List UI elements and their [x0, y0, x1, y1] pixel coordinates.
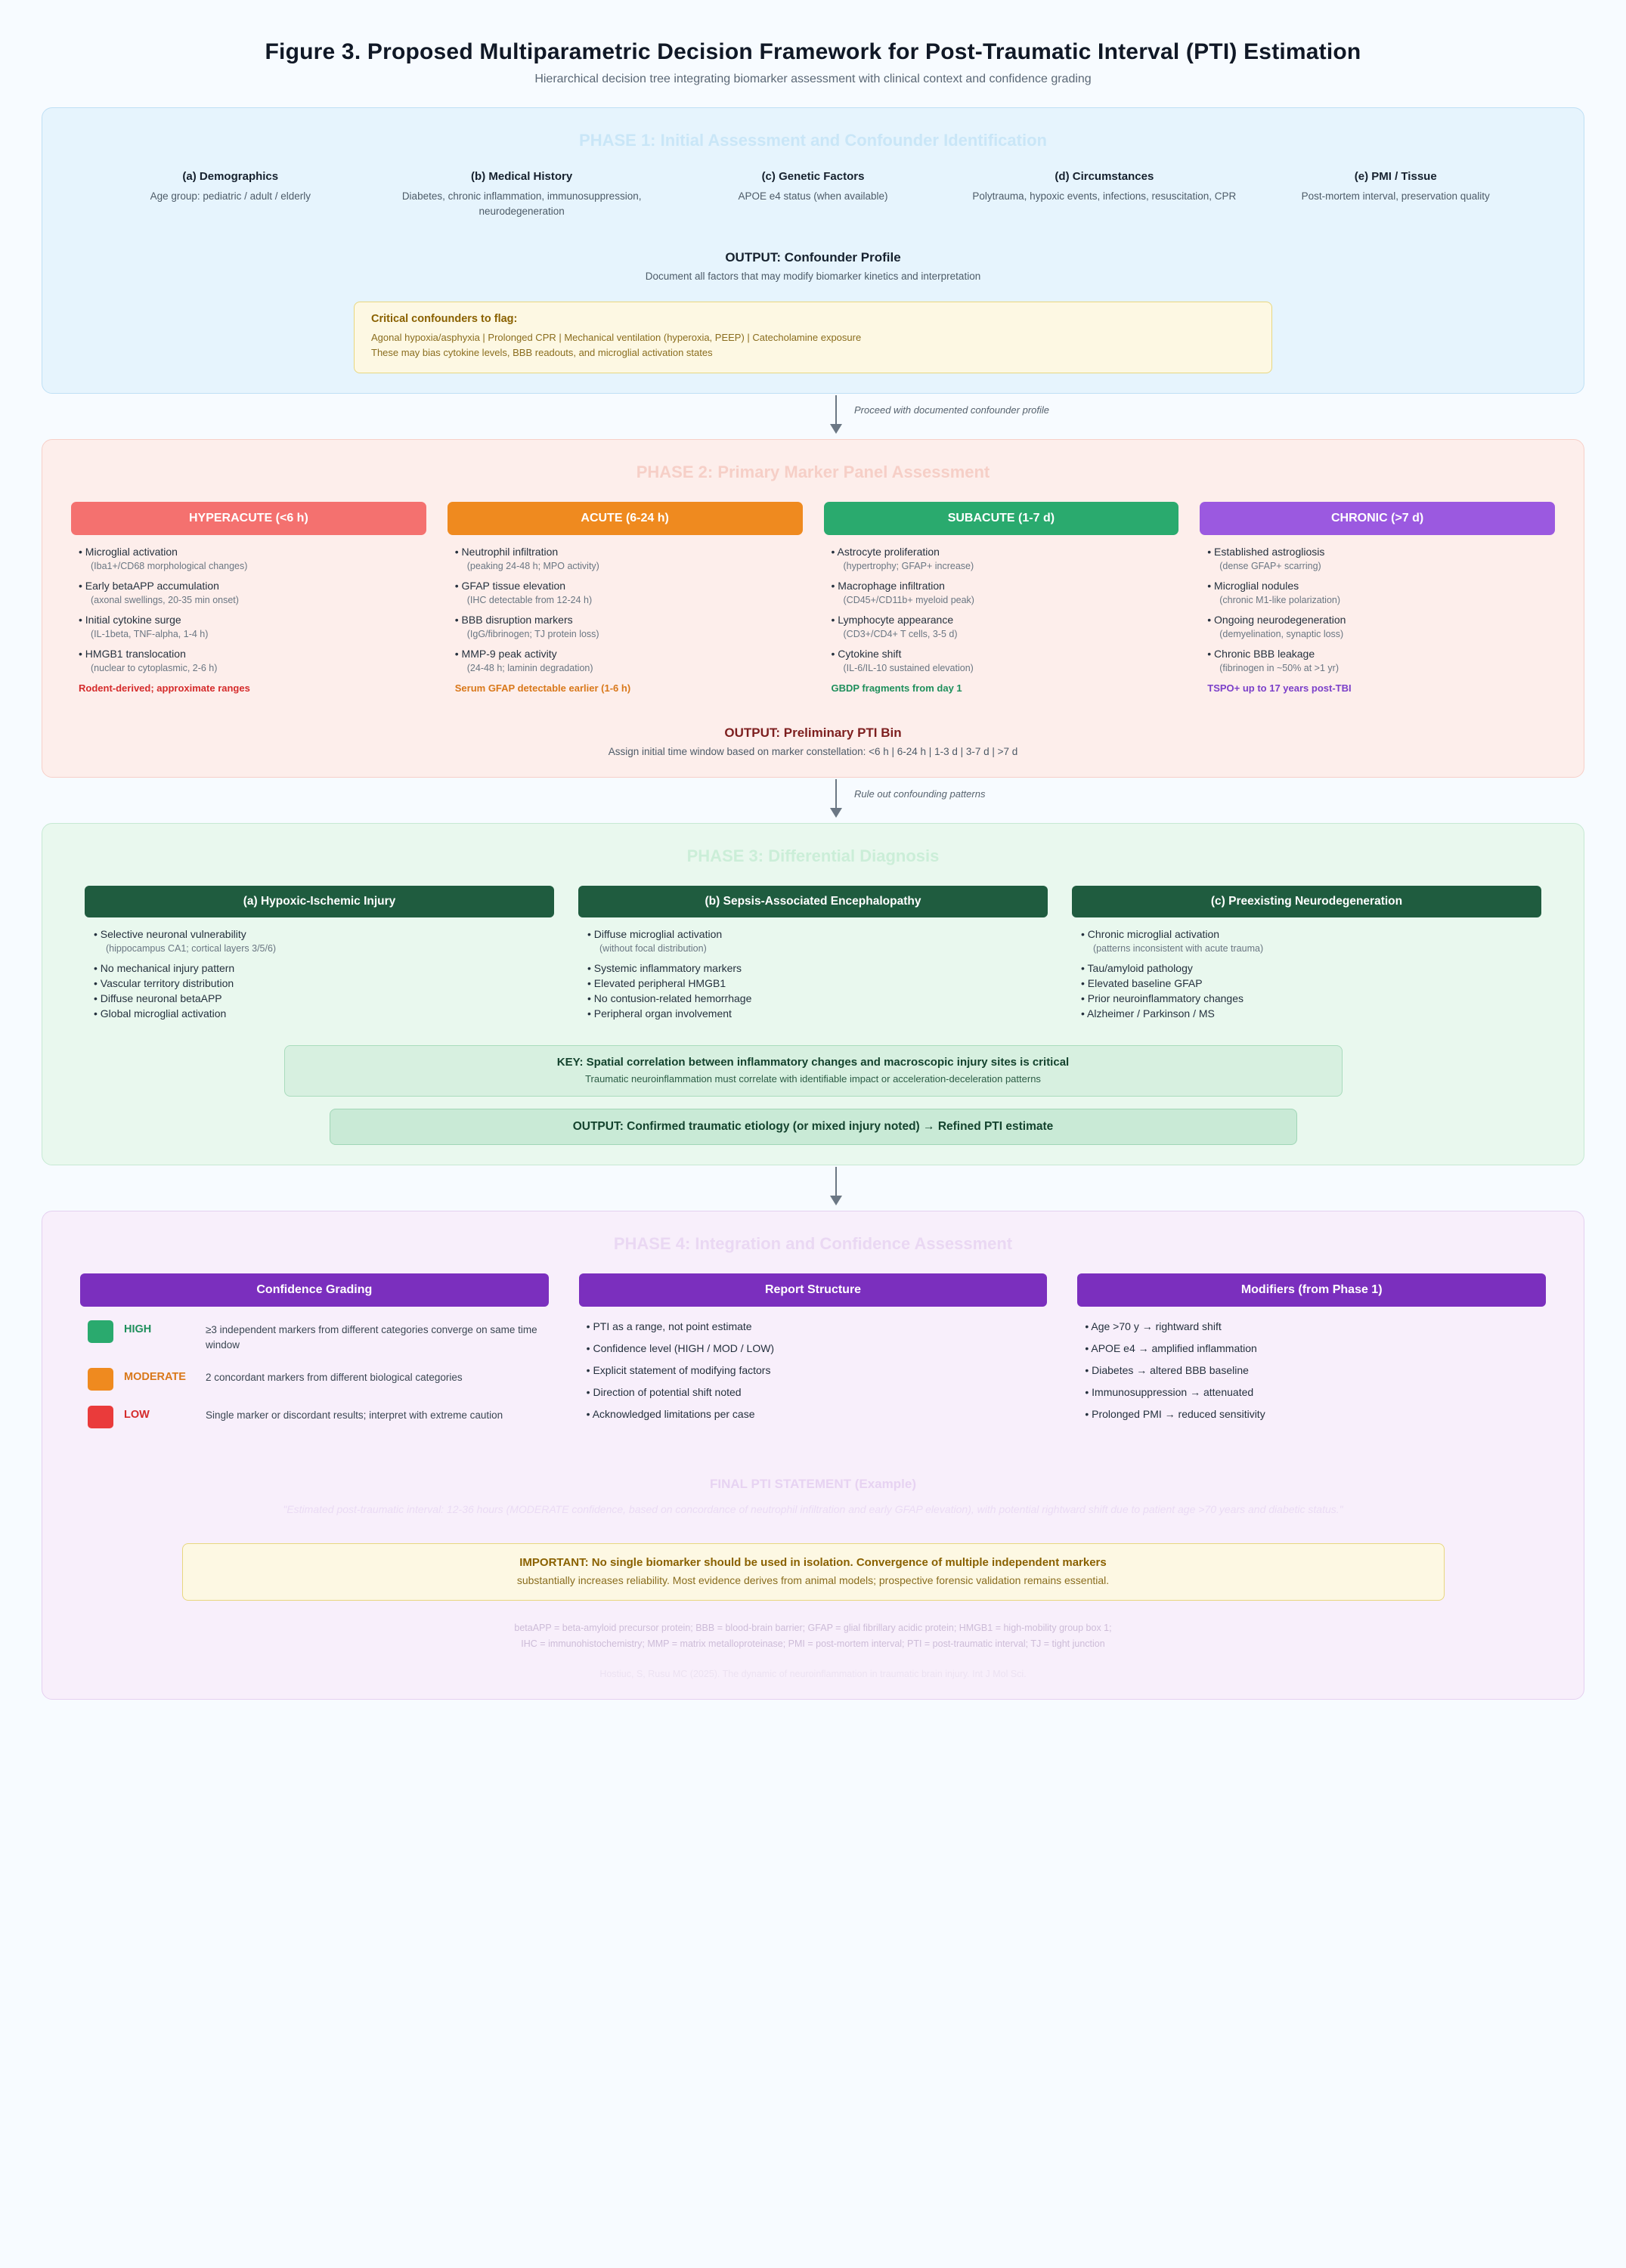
item-text: Prior neuroinflammatory changes [1087, 992, 1244, 1005]
item-note: (IL-6/IL-10 sustained elevation) [843, 663, 974, 674]
ddx-col-sepsis-encephalopathy [578, 886, 1048, 1023]
column-header: Confidence Grading [80, 1273, 549, 1307]
col-body: Post-mortem interval, preservation quality [1301, 190, 1490, 202]
column-body [80, 1307, 549, 1428]
item-text: Explicit statement of modifying factors [593, 1364, 771, 1377]
item-text: Chronic microglial activation [1087, 928, 1220, 941]
card-body [448, 535, 803, 694]
item-text: Peripheral organ involvement [593, 1007, 732, 1020]
marker-card-subacute [824, 502, 1179, 694]
item-text: Tau/amyloid pathology [1087, 962, 1193, 975]
column-body [578, 917, 1048, 1020]
abbrev-line-1: betaAPP = beta-amyloid precursor protein; BBB = blood-brain barrier; GFAP = glial fibrillary acidic protein; HMGB1 = high-mobility group box 1; [514, 1622, 1112, 1633]
col-head: (b) Medical History [471, 170, 573, 183]
item-text: Diffuse neuronal betaAPP [100, 992, 222, 1005]
list-item: • Acknowledged limitations per case [586, 1408, 755, 1421]
connector-label: Rule out confounding patterns [854, 788, 986, 800]
key-callout-box [284, 1045, 1343, 1097]
item-note: (IHC detectable from 12-24 h) [466, 595, 593, 606]
item-note: (without focal distribution) [599, 943, 707, 955]
item-text: Selective neuronal vulnerability [100, 928, 246, 941]
phase-3-output-box: OUTPUT: Confirmed traumatic etiology (or mixed injury noted) → Refined PTI estimate [330, 1109, 1297, 1145]
connector-phase1-to-phase2 [42, 394, 1584, 439]
item-text: BBB disruption markers [461, 614, 573, 627]
column-header: (c) Preexisting Neurodegeneration [1072, 886, 1541, 917]
marker-card-acute [448, 502, 803, 694]
list-item: • Explicit statement of modifying factors [586, 1364, 771, 1377]
important-line-2: substantially increases reliability. Most evidence derives from animal models; prospective forensic validation remains essential. [516, 1573, 1110, 1586]
key-title: KEY: Spatial correlation between inflammatory changes and macroscopic injury sites is critical [556, 1056, 1070, 1069]
item-text: Systemic inflammatory markers [593, 962, 742, 975]
list-item: • Tau/amyloid pathology [1081, 962, 1193, 975]
col-body: Polytrauma, hypoxic events, infections, resuscitation, CPR [972, 190, 1237, 202]
item-note: (dense GFAP+ scarring) [1219, 561, 1321, 572]
phase-1-output [63, 250, 1563, 282]
card-header: CHRONIC (>7 d) [1200, 502, 1555, 535]
list-item: • PTI as a range, not point estimate [586, 1320, 752, 1333]
list-item: • Diffuse neuronal betaAPP [94, 992, 222, 1005]
source-citation: Hostiuc, S, Rusu MC (2025). The dynamic of neuroinflammation in traumatic brain injury. Int J Mol Sci. [599, 1669, 1027, 1680]
confidence-text: Single marker or discordant results; interpret with extreme caution [206, 1409, 503, 1421]
col-body: Diabetes, chronic inflammation, immunosuppression, neurodegeneration [401, 190, 642, 217]
item-text: Chronic BBB leakage [1214, 648, 1315, 661]
list-item: • Ongoing neurodegeneration [1207, 614, 1346, 627]
output-title: OUTPUT: Preliminary PTI Bin [724, 726, 902, 741]
item-note: (peaking 24-48 h; MPO activity) [466, 561, 599, 572]
item-text: Early betaAPP accumulation [85, 580, 219, 593]
connector-line [835, 395, 837, 427]
item-text: GFAP tissue elevation [461, 580, 566, 593]
important-callout-box [182, 1543, 1445, 1601]
card-body [1200, 535, 1555, 694]
abbrev-line-2: IHC = immunohistochemistry; MMP = matrix metalloproteinase; PMI = post-mortem interval; PTI = post-traumatic interval; TJ = tight junction [521, 1638, 1105, 1650]
item-note: (IL-1beta, TNF-alpha, 1-4 h) [91, 629, 209, 640]
list-item: • No contusion-related hemorrhage [587, 992, 752, 1005]
column-header: Modifiers (from Phase 1) [1077, 1273, 1546, 1307]
item-note: (IgG/fibrinogen; TJ protein loss) [466, 629, 599, 640]
final-statement-title: FINAL PTI STATEMENT (Example) [710, 1476, 916, 1491]
list-item: • Initial cytokine surge [79, 614, 181, 627]
list-item: • Diabetes → altered BBB baseline [1085, 1364, 1249, 1377]
phase-2-output [63, 726, 1563, 757]
col-head: (d) Circumstances [1055, 170, 1154, 183]
item-text: Lymphocyte appearance [838, 614, 954, 627]
column-body [85, 917, 554, 1020]
arrow-head-icon [830, 1196, 842, 1205]
phase-4-columns [63, 1273, 1563, 1443]
item-text: Prolonged PMI → reduced sensitivity [1092, 1408, 1265, 1421]
item-text: Vascular territory distribution [100, 977, 234, 990]
list-item: • BBB disruption markers [454, 614, 573, 627]
list-item: • Elevated baseline GFAP [1081, 977, 1203, 990]
phase-1-panel [42, 107, 1584, 394]
list-item: • HMGB1 translocation [79, 648, 186, 661]
connector-line [835, 779, 837, 811]
list-item: • Early betaAPP accumulation [79, 580, 219, 593]
item-text: Confidence level (HIGH / MOD / LOW) [593, 1342, 775, 1355]
output-title: OUTPUT: Confounder Profile [725, 250, 901, 265]
list-item: • Vascular territory distribution [94, 977, 234, 990]
phase-4-title: PHASE 4: Integration and Confidence Assessment [613, 1234, 1013, 1254]
confidence-label: HIGH [124, 1323, 152, 1336]
list-item: • Prolonged PMI → reduced sensitivity [1085, 1408, 1265, 1421]
output-subtitle: Assign initial time window based on marker constellation: <6 h | 6-24 h | 1-3 d | 3-7 d | >7 d [608, 746, 1018, 758]
warn-line-1: Agonal hypoxia/asphyxia | Prolonged CPR | Mechanical ventilation (hyperoxia, PEEP) | Catecholamine exposure [371, 332, 862, 344]
phase1-col-demographics [94, 170, 367, 218]
col-head: (e) PMI / Tissue [1354, 170, 1437, 183]
item-note: (patterns inconsistent with acute trauma) [1093, 943, 1264, 955]
item-text: Ongoing neurodegeneration [1214, 614, 1346, 627]
list-item: • Immunosuppression → attenuated [1085, 1386, 1254, 1399]
item-text: No mechanical injury pattern [100, 962, 235, 975]
page-subtitle: Hierarchical decision tree integrating biomarker assessment with clinical context and confidence grading [534, 73, 1092, 85]
item-note: (chronic M1-like polarization) [1219, 595, 1341, 606]
item-note: (CD45+/CD11b+ myeloid peak) [843, 595, 974, 606]
item-note: (hypertrophy; GFAP+ increase) [843, 561, 974, 572]
key-subtitle: Traumatic neuroinflammation must correlate with identifiable impact or acceleration-deceleration patterns [585, 1073, 1041, 1085]
connector-phase3-to-phase4 [42, 1165, 1584, 1211]
card-footer: TSPO+ up to 17 years post-TBI [1207, 682, 1352, 695]
marker-card-chronic [1200, 502, 1555, 694]
column-header: Report Structure [579, 1273, 1048, 1307]
list-item: • Microglial activation [79, 546, 178, 558]
marker-card-hyperacute [71, 502, 426, 694]
status-swatch-high [88, 1320, 113, 1343]
item-text: Global microglial activation [100, 1007, 227, 1020]
phase-1-title: PHASE 1: Initial Assessment and Confounder Identification [579, 131, 1047, 150]
item-text: Macrophage infiltration [838, 580, 945, 593]
item-text: Established astrogliosis [1214, 546, 1325, 558]
item-text: Diabetes → altered BBB baseline [1092, 1364, 1249, 1377]
card-footer: GBDP fragments from day 1 [831, 682, 962, 695]
item-text: Microglial nodules [1214, 580, 1299, 593]
item-text: Elevated baseline GFAP [1087, 977, 1203, 990]
ddx-col-hypoxic-ischemic [85, 886, 554, 1023]
phase1-col-circumstances [968, 170, 1241, 218]
connector-line [835, 1167, 837, 1199]
item-note: (CD3+/CD4+ T cells, 3-5 d) [843, 629, 958, 640]
card-header: SUBACUTE (1-7 d) [824, 502, 1179, 535]
confidence-row-high [88, 1320, 546, 1352]
warn-title: Critical confounders to flag: [371, 313, 518, 326]
item-text: Diffuse microglial activation [593, 928, 723, 941]
item-note: (hippocampus CA1; cortical layers 3/5/6) [106, 943, 277, 955]
item-text: Alzheimer / Parkinson / MS [1087, 1007, 1215, 1020]
abbreviations [63, 1620, 1563, 1653]
phase1-col-medical-history [385, 170, 658, 218]
confidence-text: ≥3 independent markers from different categories converge on same time window [206, 1324, 537, 1351]
ddx-col-preexisting-neurodegeneration [1072, 886, 1541, 1023]
list-item: • Macrophage infiltration [831, 580, 945, 593]
list-item: • Age >70 y → rightward shift [1085, 1320, 1222, 1333]
item-text: Direction of potential shift noted [593, 1386, 742, 1399]
card-footer: Serum GFAP detectable earlier (1-6 h) [454, 682, 631, 695]
list-item: • APOE e4 → amplified inflammation [1085, 1342, 1257, 1355]
list-item: • Chronic BBB leakage [1207, 648, 1315, 661]
page-title: Figure 3. Proposed Multiparametric Decision Framework for Post-Traumatic Interval (PTI) Estimation [265, 39, 1361, 64]
col-head: (c) Genetic Factors [761, 170, 865, 183]
status-swatch-low [88, 1406, 113, 1428]
list-item: • Diffuse microglial activation [587, 928, 723, 941]
warn-line-2: These may bias cytokine levels, BBB readouts, and microglial activation states [371, 347, 713, 359]
list-item: • Lymphocyte appearance [831, 614, 954, 627]
confidence-label: LOW [124, 1408, 150, 1421]
list-item: • Global microglial activation [94, 1007, 227, 1020]
confidence-label: MODERATE [124, 1370, 186, 1383]
confidence-grading-column [80, 1273, 549, 1443]
differential-diagnosis-columns [63, 886, 1563, 1023]
card-footer: Rodent-derived; approximate ranges [79, 682, 250, 695]
item-text: PTI as a range, not point estimate [593, 1320, 752, 1333]
confidence-row-low [88, 1406, 546, 1428]
card-body [824, 535, 1179, 694]
list-item: • Alzheimer / Parkinson / MS [1081, 1007, 1215, 1020]
phase-4-panel [42, 1211, 1584, 1700]
output-subtitle: Document all factors that may modify biomarker kinetics and interpretation [645, 271, 981, 283]
item-text: Immunosuppression → attenuated [1092, 1386, 1254, 1399]
phase1-col-pmi-tissue [1259, 170, 1532, 218]
confidence-row-moderate [88, 1368, 546, 1391]
column-header: (b) Sepsis-Associated Encephalopathy [578, 886, 1048, 917]
report-structure-column [579, 1273, 1048, 1443]
arrow-head-icon [830, 424, 842, 434]
list-item: • Confidence level (HIGH / MOD / LOW) [586, 1342, 775, 1355]
arrow-head-icon [830, 808, 842, 818]
item-text: Initial cytokine surge [85, 614, 181, 627]
item-text: Age >70 y → rightward shift [1091, 1320, 1222, 1333]
col-body: Age group: pediatric / adult / elderly [150, 190, 311, 202]
column-body [1072, 917, 1541, 1020]
item-text: No contusion-related hemorrhage [593, 992, 752, 1005]
final-statement-quote: "Estimated post-traumatic interval: 12-36 hours (MODERATE confidence, based on concordance of neutrophil infiltration and early GFAP elevation), with potential rightward shift due to patient age >70 years and diabetic status." [283, 1502, 1343, 1515]
item-text: Cytokine shift [838, 648, 902, 661]
item-note: (demyelination, synaptic loss) [1219, 629, 1344, 640]
list-item: • Chronic microglial activation [1081, 928, 1220, 941]
item-text: Acknowledged limitations per case [592, 1408, 755, 1421]
phase1-col-genetic-factors [677, 170, 950, 218]
connector-label: Proceed with documented confounder profile [854, 404, 1049, 416]
item-text: Neutrophil infiltration [461, 546, 559, 558]
card-body [71, 535, 426, 694]
list-item: • Elevated peripheral HMGB1 [587, 977, 726, 990]
item-note: (fibrinogen in ~50% at >1 yr) [1219, 663, 1339, 674]
important-line-1: IMPORTANT: No single biomarker should be used in isolation. Convergence of multiple independent markers [519, 1555, 1107, 1569]
card-header: ACUTE (6-24 h) [448, 502, 803, 535]
item-text: Microglial activation [85, 546, 178, 558]
item-text: MMP-9 peak activity [461, 648, 557, 661]
marker-panel-cards [63, 502, 1563, 694]
item-note: (axonal swellings, 20-35 min onset) [91, 595, 239, 606]
item-text: HMGB1 translocation [85, 648, 186, 661]
column-header: (a) Hypoxic-Ischemic Injury [85, 886, 554, 917]
connector-phase2-to-phase3 [42, 778, 1584, 823]
column-body [1077, 1307, 1546, 1420]
list-item: • Direction of potential shift noted [586, 1386, 742, 1399]
column-body [579, 1307, 1048, 1420]
critical-confounders-box [354, 302, 1272, 373]
col-body: APOE e4 status (when available) [738, 190, 888, 202]
phase-2-panel [42, 439, 1584, 778]
list-item: • Prior neuroinflammatory changes [1081, 992, 1244, 1005]
item-text: Astrocyte proliferation [837, 546, 940, 558]
list-item: • Microglial nodules [1207, 580, 1299, 593]
phase-3-title: PHASE 3: Differential Diagnosis [686, 846, 940, 866]
list-item: • No mechanical injury pattern [94, 962, 235, 975]
modifiers-column [1077, 1273, 1546, 1443]
list-item: • Established astrogliosis [1207, 546, 1325, 558]
phase-1-columns [63, 170, 1563, 218]
phase-3-panel [42, 823, 1584, 1165]
item-text: Elevated peripheral HMGB1 [593, 977, 726, 990]
card-header: HYPERACUTE (<6 h) [71, 502, 426, 535]
confidence-text: 2 concordant markers from different biological categories [206, 1371, 463, 1383]
list-item: • Selective neuronal vulnerability [94, 928, 246, 941]
status-swatch-moderate [88, 1368, 113, 1391]
list-item: • Peripheral organ involvement [587, 1007, 732, 1020]
col-head: (a) Demographics [182, 170, 279, 183]
list-item: • Systemic inflammatory markers [587, 962, 742, 975]
list-item: • GFAP tissue elevation [454, 580, 566, 593]
item-note: (24-48 h; laminin degradation) [466, 663, 593, 674]
list-item: • Cytokine shift [831, 648, 902, 661]
list-item: • MMP-9 peak activity [454, 648, 557, 661]
item-text: APOE e4 → amplified inflammation [1091, 1342, 1257, 1355]
item-note: (Iba1+/CD68 morphological changes) [91, 561, 248, 572]
phase-2-title: PHASE 2: Primary Marker Panel Assessment [636, 463, 990, 482]
item-note: (nuclear to cytoplasmic, 2-6 h) [91, 663, 218, 674]
list-item: • Astrocyte proliferation [831, 546, 940, 558]
list-item: • Neutrophil infiltration [454, 546, 559, 558]
